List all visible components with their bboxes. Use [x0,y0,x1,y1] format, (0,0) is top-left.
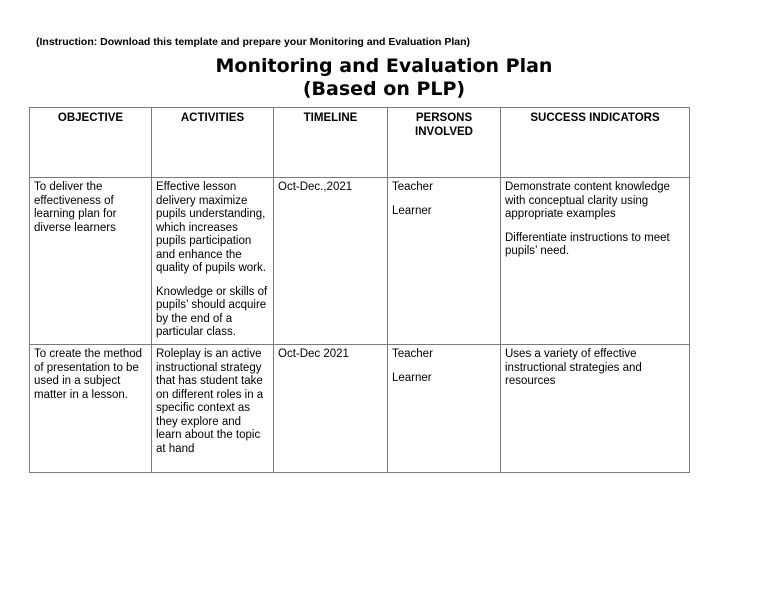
success-cell [501,178,690,345]
header-timeline: TIMELINE [274,108,388,178]
objective-cell: To create the method of presentation to be used in a subject matter in a lesson. [30,345,152,473]
activities-cell [152,178,274,345]
person-entry: Learner [392,371,432,384]
success-indicator: Demonstrate content knowledge with conceptual clarity using appropriate examples [505,181,670,220]
header-persons-involved: PERSONS INVOLVED [388,108,501,178]
table-header-row [30,108,690,178]
instruction-text: (Instruction: Download this template and prepare your Monitoring and Evaluation Plan) [36,36,471,48]
persons-cell [388,178,501,345]
persons-cell [388,345,501,473]
timeline-cell: Oct-Dec.,2021 [274,178,388,345]
header-success-indicators: SUCCESS INDICATORS [501,108,690,178]
success-indicator: Uses a variety of effective instructional strategies and resources [505,348,642,387]
page-subtitle: (Based on PLP) [302,78,466,100]
activity-paragraph: Roleplay is an active instructional strategy that has student take on different roles in a specific context as they explore and learn about the topic at hand [156,348,264,455]
activity-paragraph: Knowledge or skills of pupils’ should acquire by the end of a particular class. [156,285,268,338]
person-entry: Teacher [392,348,433,360]
table-row [30,345,690,473]
success-indicator: Differentiate instructions to meet pupils’ need. [505,231,670,257]
timeline-cell: Oct-Dec 2021 [274,345,388,473]
objective-cell: To deliver the effectiveness of learning plan for diverse learners [30,178,152,345]
page-title: Monitoring and Evaluation Plan [215,55,553,77]
activities-cell [152,345,274,473]
activity-paragraph: Effective lesson delivery maximize pupils understanding, which increases pupils participation and enhance the quality of pupils work. [156,181,266,274]
person-entry: Learner [392,204,432,217]
person-entry: Teacher [392,181,433,193]
success-cell [501,345,690,473]
table-row [30,178,690,345]
header-objective: OBJECTIVE [30,108,152,178]
header-activities: ACTIVITIES [152,108,274,178]
monitoring-evaluation-table [29,107,690,473]
